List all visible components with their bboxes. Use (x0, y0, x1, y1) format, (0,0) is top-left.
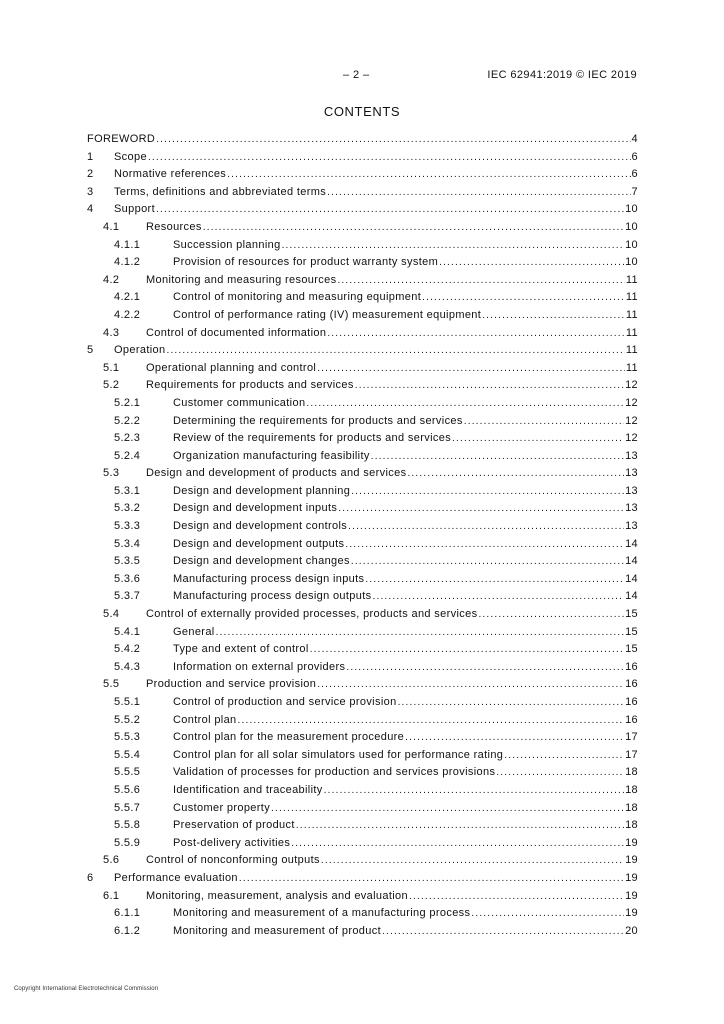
toc-entry[interactable] (87, 465, 638, 483)
toc-entry-line (114, 149, 638, 167)
toc-entry-line (146, 888, 638, 906)
toc-entry[interactable] (87, 835, 638, 853)
dot-leader (373, 588, 625, 606)
toc-entry-number: 5.3.2 (114, 502, 141, 515)
toc-entry[interactable] (87, 641, 638, 659)
toc-entry[interactable] (87, 184, 638, 202)
toc-entry-line (173, 764, 638, 782)
toc-entry-page-number: 13 (625, 467, 638, 480)
toc-entry-page-number: 16 (625, 713, 638, 726)
toc-entry-page-number: 14 (625, 537, 638, 550)
toc-entry-title: Control plan (173, 713, 237, 726)
toc-entry-number: 5.2 (103, 379, 120, 392)
toc-entry-page-number: 11 (625, 308, 638, 321)
toc-entry-line (173, 712, 638, 730)
toc-entry[interactable] (87, 360, 638, 378)
toc-entry-title: General (173, 625, 215, 638)
toc-entry-number: 5.5.8 (114, 819, 141, 832)
toc-entry-page-number: 4 (631, 133, 638, 145)
dot-leader (355, 377, 624, 395)
toc-entry-number: 5.2.1 (114, 396, 141, 409)
toc-entry-line (173, 289, 638, 307)
toc-entry-number: 5.3.6 (114, 572, 141, 585)
toc-entry-page-number: 15 (625, 643, 638, 656)
toc-entry-number: 5.2.4 (114, 449, 141, 462)
toc-entry[interactable] (87, 553, 638, 571)
dot-leader (327, 184, 630, 202)
toc-entry-line (146, 377, 638, 395)
toc-entry-line (173, 395, 638, 413)
toc-entry[interactable] (87, 852, 638, 870)
dot-leader (239, 870, 624, 888)
toc-entry[interactable] (87, 254, 638, 272)
toc-entry-page-number: 14 (625, 555, 638, 568)
toc-entry-line (146, 606, 638, 624)
toc-entry[interactable] (87, 342, 638, 360)
dot-leader (296, 817, 624, 835)
toc-entry-line (87, 131, 638, 149)
toc-entry-page-number: 18 (625, 766, 638, 779)
toc-entry-page-number: 12 (625, 379, 638, 392)
toc-entry-line (173, 624, 638, 642)
toc-entry-title: Control plan for all solar simulators used for performance rating (173, 748, 504, 761)
dot-leader (471, 905, 624, 923)
toc-entry-title: Design and development controls (173, 520, 348, 533)
dot-leader (382, 923, 624, 941)
toc-entry-title: Monitoring and measurement of product (173, 924, 382, 937)
dot-leader (504, 747, 624, 765)
toc-entry-number: 5.5 (103, 678, 120, 691)
toc-entry[interactable] (87, 694, 638, 712)
toc-entry-title: Determining the requirements for products and services (173, 414, 463, 427)
toc-entry-line (173, 782, 638, 800)
toc-entry-page-number: 18 (625, 819, 638, 832)
toc-entry-line (173, 483, 638, 501)
dot-leader (478, 606, 624, 624)
toc-entry[interactable] (87, 676, 638, 694)
toc-entry-title: Control of monitoring and measuring equipment (173, 291, 422, 304)
toc-entry-title: Monitoring and measurement of a manufacturing process (173, 907, 471, 920)
toc-entry-page-number: 19 (625, 854, 638, 867)
dot-leader (310, 641, 624, 659)
toc-entry-title: Control of externally provided processes, products and services (146, 608, 478, 621)
toc-entry-number: 5.5.9 (114, 836, 141, 849)
toc-entry-title: Information on external providers (173, 660, 346, 673)
toc-entry-line (173, 553, 638, 571)
toc-entry-number: 5.5.1 (114, 696, 141, 708)
toc-entry[interactable] (87, 624, 638, 642)
toc-entry[interactable] (87, 377, 638, 395)
toc-entry-page-number: 12 (625, 432, 638, 445)
toc-entry-page-number: 15 (625, 625, 638, 638)
toc-entry[interactable] (87, 325, 638, 343)
table-of-contents (87, 131, 638, 940)
toc-entry-title: Support (114, 203, 155, 216)
toc-entry-page-number: 6 (631, 168, 638, 181)
toc-entry-line (146, 272, 638, 290)
toc-entry-title: Control of performance rating (IV) measurement equipment (173, 308, 482, 321)
copyright-notice: Copyright International Electrotechnical Commission (14, 986, 159, 992)
toc-entry-line (146, 676, 638, 694)
toc-entry-line (173, 413, 638, 431)
toc-entry-number: 4.1 (103, 220, 120, 233)
dot-leader (238, 712, 625, 730)
toc-entry[interactable] (87, 747, 638, 765)
toc-entry-number: 6 (87, 871, 94, 884)
toc-entry-page-number: 10 (625, 238, 638, 251)
toc-entry[interactable] (87, 166, 638, 184)
dot-leader (398, 694, 625, 712)
toc-entry-number: 5.6 (103, 854, 120, 867)
toc-entry-number: 6.1.2 (114, 924, 141, 937)
toc-entry-title: Customer communication (173, 396, 306, 409)
toc-entry-title: Design and development outputs (173, 537, 345, 550)
dot-leader (338, 500, 624, 518)
toc-entry-number: 5.3 (103, 467, 120, 480)
toc-entry-title: Type and extent of control (173, 643, 309, 656)
dot-leader (271, 800, 624, 818)
toc-entry-page-number: 18 (625, 801, 638, 814)
dot-leader (496, 764, 624, 782)
toc-entry-number: 5.5.7 (114, 801, 141, 814)
toc-entry-title: Operation (114, 344, 166, 357)
toc-entry[interactable] (87, 764, 638, 782)
dot-leader (156, 131, 630, 149)
toc-entry[interactable] (87, 588, 638, 606)
toc-entry-page-number: 19 (625, 836, 638, 849)
toc-entry-title: Control of production and service provision (173, 696, 397, 708)
dot-leader (407, 465, 624, 483)
toc-entry-number: 4.2 (103, 273, 120, 286)
toc-entry-title: Organization manufacturing feasibility (173, 449, 370, 462)
toc-entry-line (173, 430, 638, 448)
toc-entry[interactable] (87, 817, 638, 835)
toc-entry[interactable] (87, 413, 638, 431)
toc-entry-title: Post-delivery activities (173, 836, 291, 849)
toc-entry-number: 5.1 (103, 361, 120, 374)
toc-entry-number: 5.5.4 (114, 748, 141, 761)
dot-leader (148, 149, 631, 167)
toc-entry-title: Terms, definitions and abbreviated terms (114, 185, 327, 198)
toc-entry-line (114, 184, 638, 202)
standard-identifier: IEC 62941:2019 © IEC 2019 (487, 69, 637, 81)
toc-entry[interactable] (87, 237, 638, 255)
toc-entry-page-number: 19 (625, 871, 638, 884)
dot-leader (405, 729, 624, 747)
toc-entry-title: Control plan for the measurement procedure (173, 731, 405, 744)
toc-entry-title: Identification and traceability (173, 783, 323, 796)
toc-entry[interactable] (87, 606, 638, 624)
toc-entry-page-number: 6 (631, 150, 638, 163)
toc-entry[interactable] (87, 500, 638, 518)
toc-entry-page-number: 11 (625, 326, 638, 339)
toc-entry[interactable] (87, 307, 638, 325)
toc-entry-line (173, 835, 638, 853)
dot-leader (282, 237, 625, 255)
toc-entry-number: 5.4.1 (114, 625, 141, 638)
toc-entry-number: 6.1 (103, 889, 120, 902)
toc-entry-page-number: 13 (625, 449, 638, 462)
toc-entry-number: 1 (87, 150, 94, 163)
toc-entry-number: 4.2.2 (114, 308, 141, 321)
toc-entry-title: Production and service provision (146, 678, 317, 691)
toc-entry-page-number: 18 (625, 783, 638, 796)
toc-entry-line (173, 694, 638, 712)
toc-entry-number: 2 (87, 168, 94, 181)
dot-leader (324, 782, 624, 800)
toc-entry[interactable] (87, 201, 638, 219)
toc-entry-number: 5.3.7 (114, 590, 141, 603)
toc-entry-title: Design and development planning (173, 484, 351, 497)
toc-entry-title: Customer property (173, 801, 271, 814)
toc-entry-page-number: 11 (625, 291, 638, 304)
toc-entry-number: 6.1.1 (114, 907, 141, 920)
toc-entry-line (146, 852, 638, 870)
toc-entry-number: 5.4.3 (114, 660, 141, 673)
toc-entry[interactable] (87, 870, 638, 888)
toc-entry-line (173, 729, 638, 747)
dot-leader (291, 835, 624, 853)
toc-entry-line (173, 817, 638, 835)
dot-leader (346, 659, 624, 677)
toc-entry-line (173, 448, 638, 466)
toc-entry-page-number: 19 (625, 907, 638, 920)
toc-entry-number: 4 (87, 203, 94, 216)
toc-entry-page-number: 7 (631, 185, 638, 198)
toc-entry-number: 5.2.2 (114, 414, 141, 427)
toc-entry-page-number: 16 (625, 696, 638, 708)
dot-leader (348, 518, 624, 536)
toc-entry[interactable] (87, 659, 638, 677)
toc-entry-number: 5.5.5 (114, 766, 141, 779)
toc-entry-number: 5.4.2 (114, 643, 141, 656)
dot-leader (166, 342, 624, 360)
toc-entry-page-number: 10 (625, 203, 638, 216)
toc-entry[interactable] (87, 923, 638, 941)
toc-entry-number: 5.2.3 (114, 432, 141, 445)
toc-entry-page-number: 13 (625, 502, 638, 515)
toc-entry-number: 5.5.6 (114, 783, 141, 796)
page-title: CONTENTS (323, 104, 401, 119)
dot-leader (351, 483, 624, 501)
toc-entry-number: 4.1.2 (114, 256, 141, 269)
toc-entry-line (114, 201, 638, 219)
toc-entry[interactable] (87, 905, 638, 923)
toc-entry-number: 4.2.1 (114, 291, 141, 304)
dot-leader (327, 325, 625, 343)
toc-entry-page-number: 10 (625, 256, 638, 269)
toc-entry-line (114, 166, 638, 184)
toc-entry[interactable] (87, 289, 638, 307)
page-header (0, 69, 724, 83)
toc-entry-page-number: 17 (625, 748, 638, 761)
toc-entry[interactable] (87, 131, 638, 149)
dot-leader (156, 201, 624, 219)
dot-leader (464, 413, 624, 431)
toc-entry-title: Validation of processes for production and services provisions (173, 766, 496, 779)
toc-entry-number: 5.4 (103, 608, 120, 621)
toc-entry-page-number: 14 (625, 590, 638, 603)
toc-entry-line (173, 588, 638, 606)
toc-entry-number: 4.3 (103, 326, 120, 339)
toc-entry-line (114, 870, 638, 888)
toc-entry-title: Monitoring and measuring resources (146, 273, 337, 286)
toc-entry-line (173, 905, 638, 923)
toc-entry-number: 5.3.1 (114, 484, 141, 497)
dot-leader (482, 307, 625, 325)
toc-entry-number: 5.5.2 (114, 713, 141, 726)
toc-entry-page-number: 11 (625, 344, 638, 357)
toc-entry-page-number: 12 (625, 396, 638, 409)
toc-entry-page-number: 13 (625, 484, 638, 497)
toc-entry[interactable] (87, 518, 638, 536)
toc-entry-title: Control of nonconforming outputs (146, 854, 320, 867)
toc-entry[interactable] (87, 712, 638, 730)
dot-leader (409, 888, 624, 906)
toc-entry[interactable] (87, 536, 638, 554)
toc-entry[interactable] (87, 483, 638, 501)
toc-entry-title: Review of the requirements for products and services (173, 432, 452, 445)
toc-entry-page-number: 19 (625, 889, 638, 902)
toc-entry-title: Requirements for products and services (146, 379, 354, 392)
toc-entry[interactable] (87, 888, 638, 906)
toc-entry-page-number: 20 (625, 924, 638, 937)
toc-entry-title: Manufacturing process design inputs (173, 572, 365, 585)
toc-entry-number: 3 (87, 185, 94, 198)
dot-leader (227, 166, 630, 184)
toc-entry-title: Design and development inputs (173, 502, 338, 515)
toc-entry-title: Succession planning (173, 238, 281, 251)
dot-leader (452, 430, 624, 448)
dot-leader (317, 676, 624, 694)
dot-leader (365, 571, 624, 589)
toc-entry-title: Design and development changes (173, 555, 350, 568)
toc-entry[interactable] (87, 219, 638, 237)
dot-leader (351, 553, 624, 571)
toc-entry-line (173, 641, 638, 659)
toc-entry-line (146, 325, 638, 343)
toc-entry-title: Design and development of products and services (146, 467, 407, 480)
toc-entry-number: 5 (87, 344, 94, 357)
toc-entry-title: Performance evaluation (114, 871, 238, 884)
toc-entry-page-number: 12 (625, 414, 638, 427)
toc-entry-line (173, 659, 638, 677)
toc-entry-line (146, 360, 638, 378)
page-number: – 2 – (343, 69, 370, 81)
toc-entry[interactable] (87, 272, 638, 290)
toc-entry-line (173, 923, 638, 941)
toc-entry-title: FOREWORD (87, 133, 156, 145)
toc-entry-page-number: 13 (625, 520, 638, 533)
toc-entry-title: Preservation of product (173, 819, 295, 832)
toc-entry-page-number: 16 (625, 678, 638, 691)
toc-entry[interactable] (87, 571, 638, 589)
dot-leader (371, 448, 624, 466)
toc-entry-number: 4.1.1 (114, 238, 141, 251)
toc-entry-title: Operational planning and control (146, 361, 317, 374)
toc-entry[interactable] (87, 782, 638, 800)
toc-entry-title: Normative references (114, 168, 227, 181)
toc-entry-line (173, 518, 638, 536)
toc-entry-line (173, 237, 638, 255)
toc-entry-title: Provision of resources for product warranty system (173, 256, 439, 269)
toc-entry-line (173, 500, 638, 518)
dot-leader (317, 360, 625, 378)
toc-entry[interactable] (87, 448, 638, 466)
toc-entry-number: 5.3.3 (114, 520, 141, 533)
dot-leader (422, 289, 625, 307)
toc-entry-page-number: 11 (625, 361, 638, 374)
toc-entry-line (173, 254, 638, 272)
toc-entry-page-number: 17 (625, 731, 638, 744)
toc-entry-title: Scope (114, 150, 147, 163)
toc-entry-title: Manufacturing process design outputs (173, 590, 372, 603)
toc-entry-line (173, 571, 638, 589)
dot-leader (439, 254, 624, 272)
toc-entry-line (146, 219, 638, 237)
toc-entry-line (173, 747, 638, 765)
toc-entry[interactable] (87, 729, 638, 747)
toc-entry-page-number: 16 (625, 660, 638, 673)
dot-leader (216, 624, 624, 642)
toc-entry[interactable] (87, 430, 638, 448)
toc-entry[interactable] (87, 395, 638, 413)
toc-entry-line (173, 536, 638, 554)
dot-leader (345, 536, 624, 554)
dot-leader (321, 852, 624, 870)
dot-leader (337, 272, 624, 290)
dot-leader (306, 395, 624, 413)
toc-entry-line (173, 800, 638, 818)
toc-entry-title: Control of documented information (146, 326, 327, 339)
toc-entry-line (146, 465, 638, 483)
toc-entry-line (114, 342, 638, 360)
toc-entry-number: 5.3.5 (114, 555, 141, 568)
toc-entry-title: Monitoring, measurement, analysis and evaluation (146, 889, 408, 902)
toc-entry-line (173, 307, 638, 325)
toc-entry-number: 5.5.3 (114, 731, 141, 744)
toc-entry-page-number: 10 (625, 220, 638, 233)
toc-entry[interactable] (87, 800, 638, 818)
dot-leader (203, 219, 624, 237)
toc-entry-page-number: 14 (625, 572, 638, 585)
toc-entry[interactable] (87, 149, 638, 167)
toc-entry-number: 5.3.4 (114, 537, 141, 550)
toc-entry-page-number: 11 (625, 273, 638, 286)
toc-entry-title: Resources (146, 220, 202, 233)
toc-entry-page-number: 15 (625, 608, 638, 621)
